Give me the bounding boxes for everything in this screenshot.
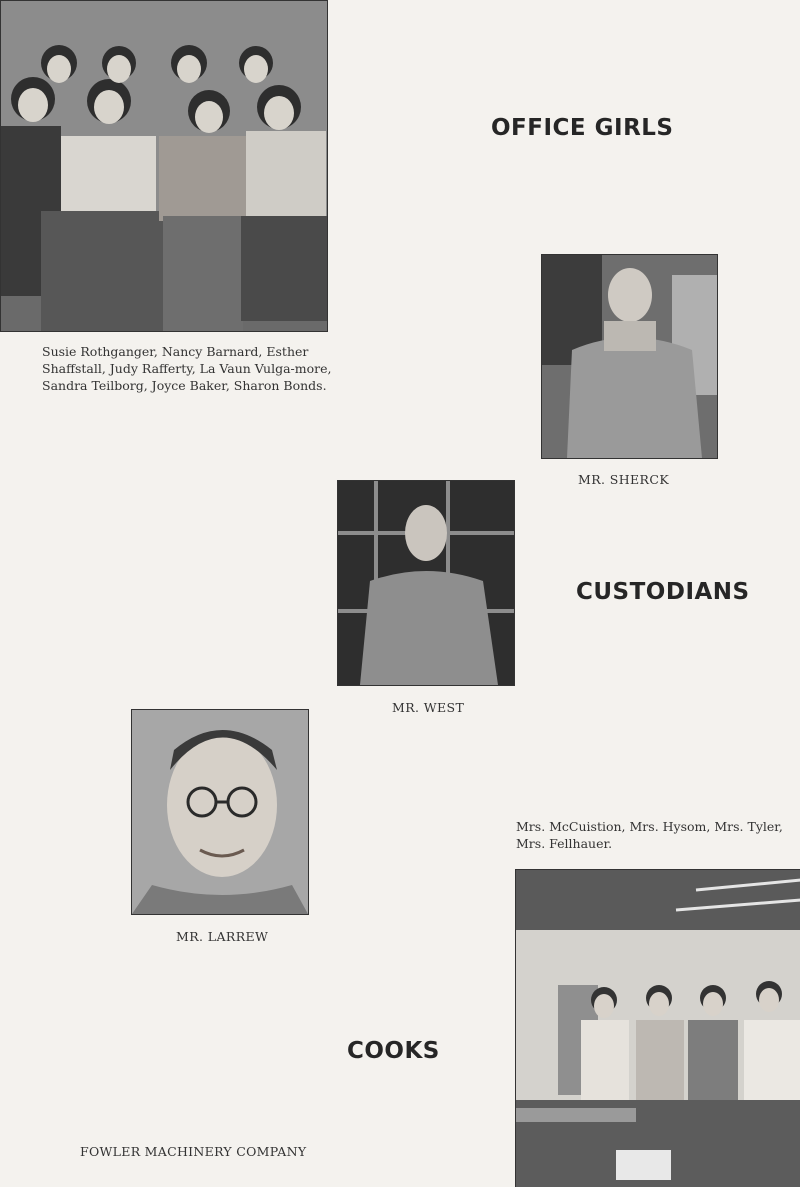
cooks-photo [515, 869, 800, 1187]
sponsor-line: FOWLER MACHINERY COMPANY [80, 1144, 307, 1159]
mr-west-photo [337, 480, 515, 686]
mr-sherck-caption: MR. SHERCK [578, 472, 670, 487]
office-girls-photo [0, 0, 328, 332]
cooks-names: Mrs. McCuistion, Mrs. Hysom, Mrs. Tyler, Mrs. Fellhauer. [516, 819, 783, 851]
mr-west-caption: MR. WEST [392, 700, 465, 715]
mr-sherck-photo [541, 254, 718, 459]
mr-larrew-caption: MR. LARREW [176, 929, 269, 944]
custodians-heading: CUSTODIANS [576, 579, 750, 605]
office-girls-heading: OFFICE GIRLS [491, 115, 674, 141]
office-girls-names: Susie Rothganger, Nancy Barnard, Esther Shaffstall, Judy Rafferty, La Vaun Vulga-more, Sandra Teilborg, Joyce Baker, Sharon Bonds. [42, 344, 332, 393]
cooks-heading: COOKS [347, 1038, 440, 1064]
mr-larrew-photo [131, 709, 309, 915]
